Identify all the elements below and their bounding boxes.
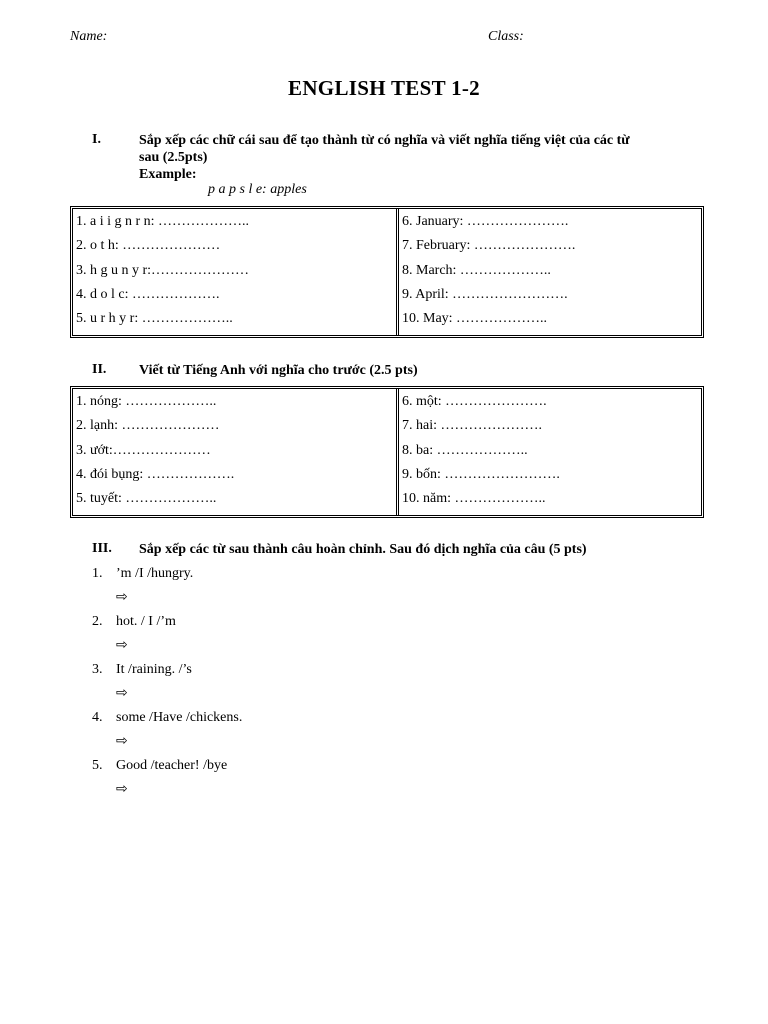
section1-item-5: 5. u r h y r: ……………….. [76,311,233,326]
section3-instruction: Sắp xếp các từ sau thành câu hoàn chỉnh. Sau đó dịch nghĩa của câu (5 pts) [139,542,587,557]
question-4-text: some /Have /chickens. [116,710,243,725]
question-1-text: ’m /I /hungry. [116,566,194,581]
question-4-number: 4. [92,710,103,725]
question-3-text: It /raining. /’s [116,662,192,677]
section1-item-8: 8. March: ……………….. [402,263,551,278]
name-label: Name: [70,29,108,44]
class-label: Class: [488,29,524,44]
section3-number: III. [92,541,112,556]
section1-item-2: 2. o t h: ………………… [76,238,221,253]
question-5-text: Good /teacher! /bye [116,758,228,773]
question-3-number: 3. [92,662,103,677]
section1-item-7: 7. February: …………………. [402,238,576,253]
section1-item-1: 1. a i i g n r n: ……………….. [76,214,250,229]
question-2-text: hot. / I /’m [116,614,176,629]
question-1-number: 1. [92,566,103,581]
section2-item-7: 7. hai: …………………. [402,418,542,433]
section1-instruction-line2: sau (2.5pts) [139,150,208,165]
question-5-number: 5. [92,758,103,773]
section1-item-4: 4. d o l c: ………………. [76,287,220,302]
section2-item-9: 9. bốn: ……………………. [402,467,560,482]
answer-arrow-icon: ⇨ [116,781,128,797]
section2-right-column [399,389,701,515]
section1-item-10: 10. May: ……………….. [402,311,548,326]
section2-item-4: 4. đói bụng: ………………. [76,467,235,482]
section1-instruction-line1: Sắp xếp các chữ cái sau để tạo thành từ có nghĩa và viết nghĩa tiếng việt của các từ [139,133,630,148]
section2-left-column [73,389,399,515]
section1-instruction [139,132,704,183]
section2-item-2: 2. lạnh: ………………… [76,418,220,433]
answer-arrow-icon: ⇨ [116,589,128,605]
answer-arrow-icon: ⇨ [116,637,128,653]
section2-item-6: 6. một: …………………. [402,394,547,409]
section2-item-10: 10. năm: ……………….. [402,491,546,506]
section1-table [70,206,704,338]
section2-item-3: 3. ướt:………………… [76,443,211,458]
section1-item-6: 6. January: …………………. [402,214,569,229]
section1-number: I. [92,132,101,147]
answer-arrow-icon: ⇨ [116,733,128,749]
section1-example-text: p a p s l e: apples [208,182,307,197]
section1-right-column [399,209,701,335]
section1-left-column [73,209,399,335]
section2-table [70,386,704,518]
page-title: ENGLISH TEST 1-2 [288,76,480,100]
section1-example-label: Example: [139,167,197,182]
answer-arrow-icon: ⇨ [116,685,128,701]
section2-instruction: Viết từ Tiếng Anh với nghĩa cho trước (2.5 pts) [139,363,418,378]
section1-item-9: 9. April: ……………………. [402,287,568,302]
section2-item-1: 1. nóng: ……………….. [76,394,217,409]
section2-item-5: 5. tuyết: ……………….. [76,491,217,506]
question-2-number: 2. [92,614,103,629]
section2-number: II. [92,362,107,377]
section1-item-3: 3. h g u n y r:………………… [76,263,250,278]
section2-item-8: 8. ba: ……………….. [402,443,528,458]
